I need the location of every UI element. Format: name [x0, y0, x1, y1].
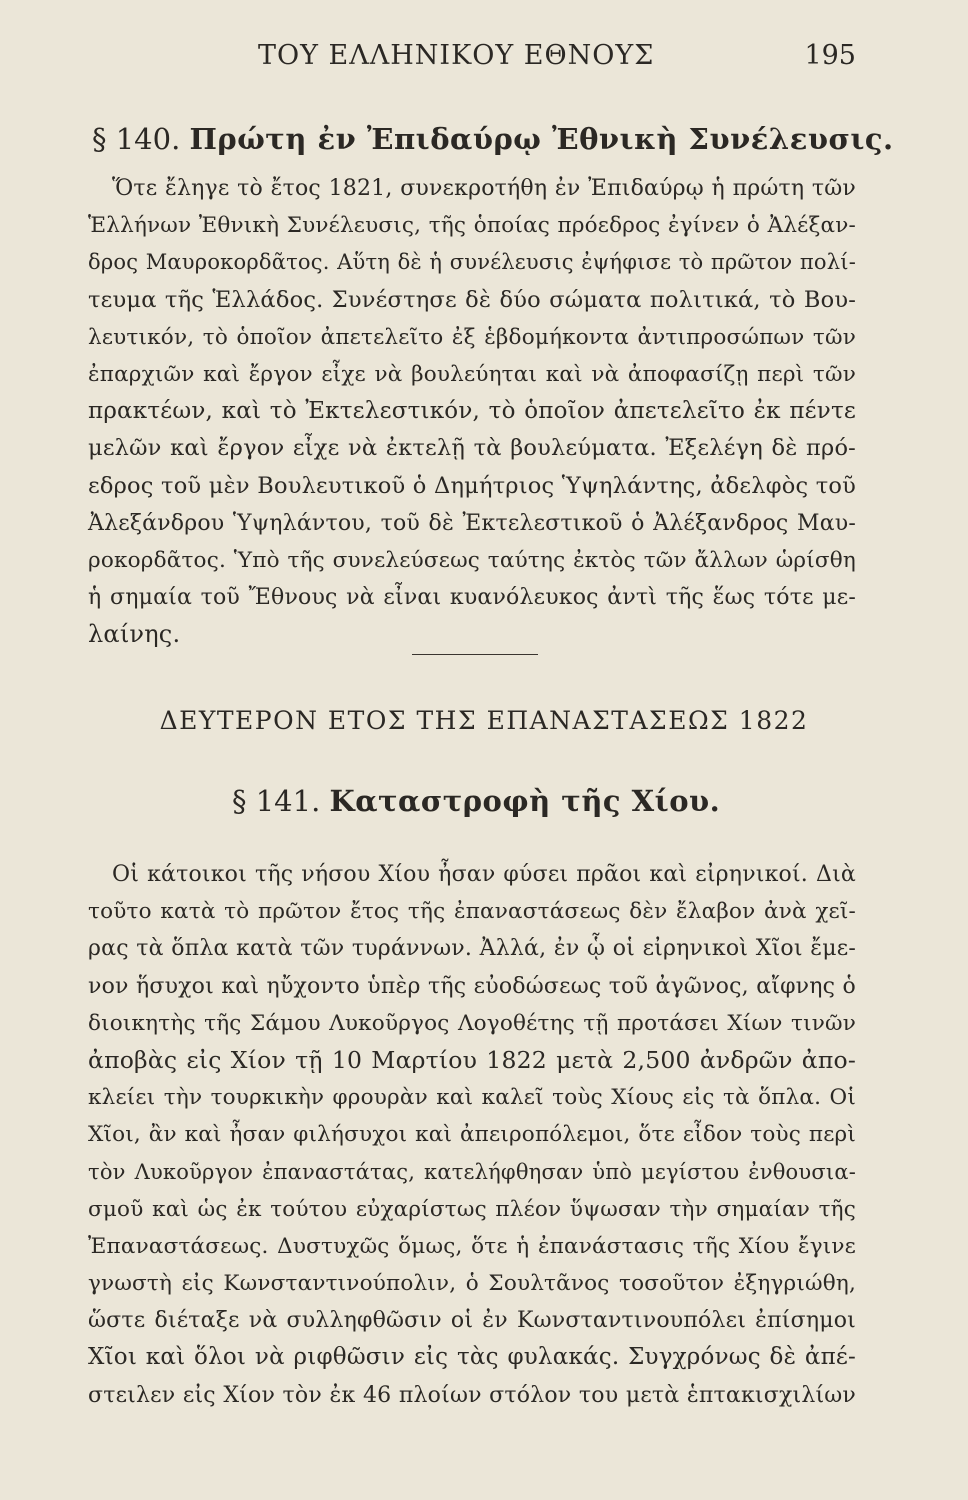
text-line: Χῖοι, ἂν καὶ ἦσαν φιλήσυχοι καὶ ἀπειροπόλεμοι, ὅτε εἶδον τοὺς περὶ: [88, 1122, 856, 1148]
section-140-number: § 140.: [92, 122, 181, 156]
text-line: Οἱ κάτοικοι τῆς νήσου Χίου ἦσαν φύσει πρᾶοι καὶ εἰρηνικοί. Διὰ: [112, 862, 856, 887]
text-line: στειλεν εἰς Χίον τὸν ἐκ 46 πλοίων στόλον του μετὰ ἑπτακισχιλίων: [88, 1382, 856, 1408]
text-line: λευτικόν, τὸ ὁποῖον ἀπετελεῖτο ἐξ ἑβδομήκοντα ἀντιπροσώπων τῶν: [88, 324, 856, 350]
page-number: 195: [804, 40, 856, 71]
text-line: δρος Μαυροκορδᾶτος. Αὕτη δὲ ἡ συνέλευσις ἐψήφισε τὸ πρῶτον πολί-: [88, 250, 856, 275]
running-header: [0, 40, 968, 80]
text-line: τοῦτο κατὰ τὸ πρῶτον ἔτος τῆς ἐπαναστάσεως δὲν ἔλαβον ἀνὰ χεῖ-: [88, 899, 856, 925]
text-line: Ἐπαναστάσεως. Δυστυχῶς ὅμως, ὅτε ἡ ἐπανάστασις τῆς Χίου ἔγινε: [88, 1233, 856, 1259]
text-line: Ὅτε ἔληγε τὸ ἔτος 1821, συνεκροτήθη ἐν Ἐπιδαύρῳ ἡ πρώτη τῶν: [112, 176, 856, 201]
text-line: κλείει τὴν τουρκικὴν φρουρὰν καὶ καλεῖ τοὺς Χίους εἰς τὰ ὅπλα. Οἱ: [88, 1085, 856, 1111]
text-line: Ἀλεξάνδρου Ὑψηλάντου, τοῦ δὲ Ἐκτελεστικοῦ ὁ Ἀλέξανδρος Μαυ-: [88, 510, 856, 536]
text-line: νον ἥσυχοι καὶ ηὔχοντο ὑπὲρ τῆς εὐοδώσεως τοῦ ἀγῶνος, αἴφνης ὁ: [88, 973, 856, 999]
text-line: ρας τὰ ὅπλα κατὰ τῶν τυράννων. Ἀλλά, ἐν ᾧ οἱ εἰρηνικοὶ Χῖοι ἔμε-: [88, 936, 856, 962]
text-line: ἡ σημαία τοῦ Ἔθνους νὰ εἶναι κυανόλευκος ἀντὶ τῆς ἕως τότε με-: [88, 585, 856, 611]
text-line: διοικητὴς τῆς Σάμου Λυκοῦργος Λογοθέτης τῇ προτάσει Χίων τινῶν: [88, 1010, 856, 1036]
year-heading: ΔΕΥΤΕΡΟΝ ΕΤΟΣ ΤΗΣ ΕΠΑΝΑΣΤΑΣΕΩΣ 1822: [159, 706, 809, 735]
text-line: λαίνης.: [88, 620, 181, 649]
section-141-number: § 141.: [232, 784, 321, 818]
section-divider: [412, 654, 538, 655]
text-line: ὥστε διέταξε νὰ συλληφθῶσιν οἱ ἐν Κωνσταντινουπόλει ἐπίσημοι: [88, 1308, 856, 1334]
section-140-body: [88, 170, 856, 653]
text-line: ροκορδᾶτος. Ὑπὸ τῆς συνελεύσεως ταύτης ἐκτὸς τῶν ἄλλων ὡρίσθη: [88, 547, 856, 573]
section-141-body: [88, 856, 856, 1414]
text-line: μελῶν καὶ ἔργον εἶχε νὰ ἐκτελῇ τὰ βουλεύματα. Ἐξελέγη δὲ πρό-: [88, 435, 856, 462]
section-140-heading: [92, 122, 894, 156]
text-line: εδρος τοῦ μὲν Βουλευτικοῦ ὁ Δημήτριος Ὑψηλάντης, ἀδελφὸς τοῦ: [88, 472, 856, 499]
section-140-title: Πρώτη ἐν Ἐπιδαύρῳ Ἐθνικὴ Συνέλευσις.: [189, 122, 894, 156]
section-141-title: Καταστροφὴ τῆς Χίου.: [329, 784, 721, 818]
text-line: Χῖοι καὶ ὅλοι νὰ ριφθῶσιν εἰς τὰς φυλακάς. Συγχρόνως δὲ ἀπέ-: [88, 1344, 856, 1371]
text-line: τευμα τῆς Ἑλλάδος. Συνέστησε δὲ δύο σώματα πολιτικά, τὸ Βου-: [88, 286, 856, 313]
text-line: τὸν Λυκοῦργον ἐπαναστάτας, κατελήφθησαν ὑπὸ μεγίστου ἐνθουσια-: [88, 1159, 856, 1184]
text-line: Ἑλλήνων Ἐθνικὴ Συνέλευσις, τῆς ὁποίας πρόεδρος ἐγίνεν ὁ Ἀλέξαν-: [88, 213, 856, 239]
text-line: σμοῦ καὶ ὡς ἐκ τούτου εὐχαρίστως πλέον ὕψωσαν τὴν σημαίαν τῆς: [88, 1196, 856, 1222]
text-line: ἐπαρχιῶν καὶ ἔργον εἶχε νὰ βουλεύηται καὶ νὰ ἀποφασίζῃ περὶ τῶν: [88, 361, 856, 387]
text-line: πρακτέων, καὶ τὸ Ἐκτελεστικόν, τὸ ὁποῖον ἀπετελεῖτο ἐκ πέντε: [88, 398, 856, 425]
running-title: ΤΟΥ ΕΛΛΗΝΙΚΟΥ ΕΘΝΟΥΣ: [258, 40, 655, 71]
text-line: ἀποβὰς εἰς Χίον τῇ 10 Μαρτίου 1822 μετὰ 2,500 ἀνδρῶν ἀπο-: [88, 1045, 856, 1074]
section-141-heading: [232, 784, 720, 818]
text-line: γνωστὴ εἰς Κωνσταντινούπολιν, ὁ Σουλτᾶνος τοσοῦτον ἐξηγριώθη,: [88, 1271, 856, 1297]
